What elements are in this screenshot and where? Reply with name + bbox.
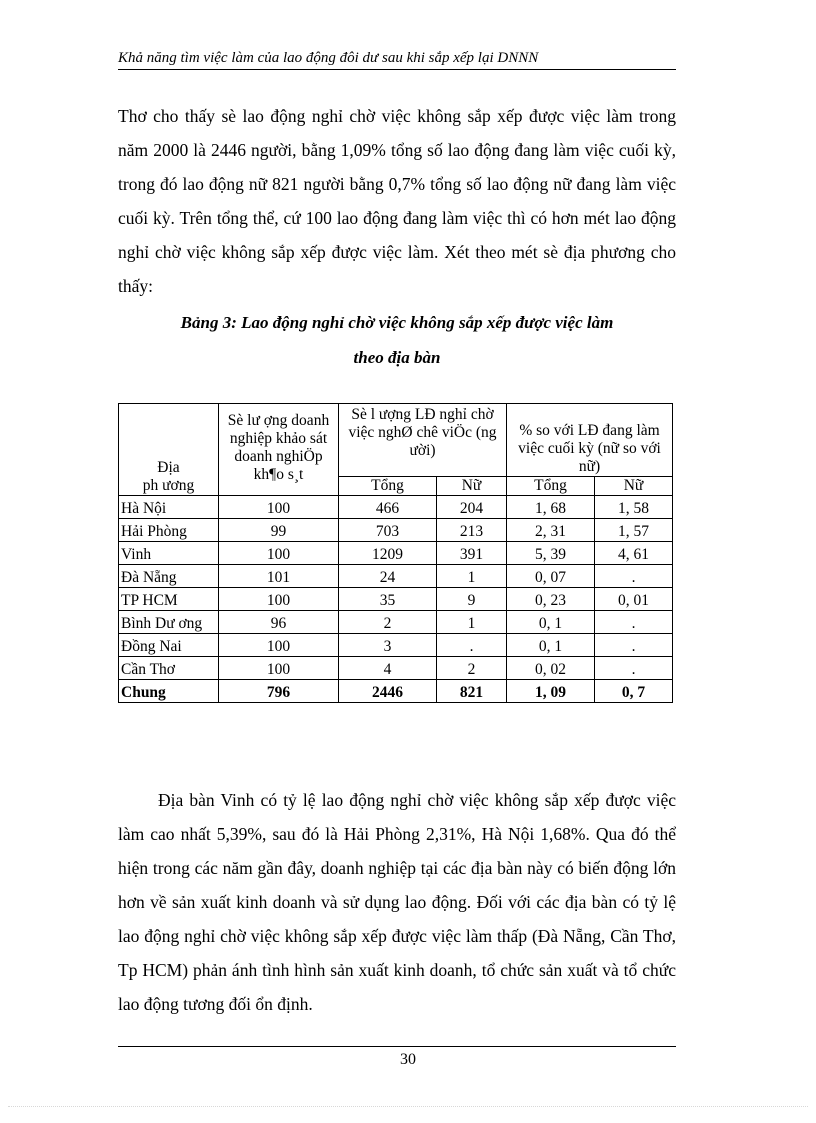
cell-tong: 1209 (339, 542, 437, 565)
region-name: Đồng Nai (119, 634, 219, 657)
cell-pn: . (595, 657, 673, 680)
cell-dn: 100 (219, 542, 339, 565)
table-caption: Bảng 3: Lao động nghỉ chờ việc không sắp xếp được việc làm (180, 313, 614, 332)
header-pct-total: Tổng (507, 477, 595, 496)
cell-nu: 1 (437, 565, 507, 588)
cell-dn: 99 (219, 519, 339, 542)
cell-dn: 100 (219, 657, 339, 680)
cell-tong: 35 (339, 588, 437, 611)
cell-pt: 0, 1 (507, 611, 595, 634)
cell-nu: 2 (437, 657, 507, 680)
cell-nu: 213 (437, 519, 507, 542)
cell-pn: . (595, 611, 673, 634)
region-name: Hà Nội (119, 496, 219, 519)
table-total-row (119, 680, 673, 703)
table-row (119, 565, 673, 588)
cell-pt: 0, 02 (507, 657, 595, 680)
cell-nu: 9 (437, 588, 507, 611)
page-edge-divider (8, 1106, 808, 1107)
header-region (119, 404, 219, 496)
header-female: Nữ (437, 477, 507, 496)
table-row (119, 519, 673, 542)
footer-rule (118, 1046, 676, 1047)
header-total: Tổng (339, 477, 437, 496)
page-number: 30 (400, 1051, 416, 1068)
header-region-line1: Địa (157, 459, 180, 476)
analysis-paragraph: Địa bàn Vinh có tỷ lệ lao động nghỉ chờ việc không sắp xếp được việc làm cao nhất 5,39%, sau đó là Hải Phòng 2,31%, Hà Nội 1,68%. Qua đó thể hiện trong các năm gần đây, doanh nghiệp tại các địa bàn này có biến động lớn hơn về sản xuất kinh doanh và sử dụng lao động. Đối với các địa bàn có tỷ lệ lao động nghỉ chờ việc không sắp xếp được việc làm thấp (Đà Nẵng, Cần Thơ, Tp HCM) phản ánh tình hình sản xuất kinh doanh, tổ chức sản xuất và tổ chức lao động tương đối ổn định. (118, 790, 676, 1014)
table-header-row (119, 404, 673, 477)
header-region-line2: ph ương (142, 477, 195, 494)
cell-tong: 3 (339, 634, 437, 657)
region-name: Bình Dư ơng (119, 611, 219, 634)
cell-dn: 796 (219, 680, 339, 703)
table-row (119, 588, 673, 611)
region-name: Đà Nẵng (119, 565, 219, 588)
cell-pt: 0, 1 (507, 634, 595, 657)
cell-pn: . (595, 634, 673, 657)
region-name: Cần Thơ (119, 657, 219, 680)
cell-tong: 703 (339, 519, 437, 542)
header-percent: % so với LĐ đang làm việc cuối kỳ (nữ so với nữ) (507, 404, 673, 477)
cell-tong: 4 (339, 657, 437, 680)
cell-nu: 391 (437, 542, 507, 565)
cell-pn: 0, 7 (595, 680, 673, 703)
cell-dn: 96 (219, 611, 339, 634)
table-row (119, 657, 673, 680)
header-laborers: Sè l ượng LĐ nghỉ chờ việc nghØ chê viÖc (ng ười) (339, 404, 507, 477)
cell-pn: 4, 61 (595, 542, 673, 565)
table-caption-subtitle: theo địa bàn (353, 348, 441, 367)
region-name: TP HCM (119, 588, 219, 611)
cell-pn: 1, 57 (595, 519, 673, 542)
region-name: Hải Phòng (119, 519, 219, 542)
cell-dn: 100 (219, 496, 339, 519)
table-row (119, 542, 673, 565)
cell-pn: 1, 58 (595, 496, 673, 519)
cell-tong: 2446 (339, 680, 437, 703)
cell-pn: . (595, 565, 673, 588)
region-name: Chung (119, 680, 219, 703)
intro-paragraph: Thơ cho thấy sè lao động nghỉ chờ việc không sắp xếp được việc làm trong năm 2000 là 2446 người, bằng 1,09% tổng số lao động đang làm việc cuối kỳ, trong đó lao động nữ 821 người bằng 0,7% tổng số lao động nữ đang làm việc cuối kỳ. Trên tổng thể, cứ 100 lao động đang làm việc thì có hơn mét lao động nghỉ chờ việc không sắp xếp được việc làm. Xét theo mét sè địa phương cho thấy: (118, 106, 676, 296)
cell-nu: . (437, 634, 507, 657)
cell-pt: 0, 23 (507, 588, 595, 611)
labor-table (118, 403, 673, 703)
cell-tong: 24 (339, 565, 437, 588)
cell-tong: 2 (339, 611, 437, 634)
cell-tong: 466 (339, 496, 437, 519)
cell-nu: 1 (437, 611, 507, 634)
cell-nu: 204 (437, 496, 507, 519)
running-header: Khả năng tìm việc làm của lao động đôi dư sau khi sắp xếp lại DNNN (118, 50, 676, 70)
cell-pt: 2, 31 (507, 519, 595, 542)
table-row (119, 611, 673, 634)
cell-dn: 100 (219, 588, 339, 611)
table-row (119, 496, 673, 519)
cell-dn: 100 (219, 634, 339, 657)
table-row (119, 634, 673, 657)
cell-pt: 5, 39 (507, 542, 595, 565)
cell-nu: 821 (437, 680, 507, 703)
cell-pt: 1, 09 (507, 680, 595, 703)
cell-pt: 1, 68 (507, 496, 595, 519)
header-pct-female: Nữ (595, 477, 673, 496)
cell-pn: 0, 01 (595, 588, 673, 611)
cell-pt: 0, 07 (507, 565, 595, 588)
region-name: Vinh (119, 542, 219, 565)
cell-dn: 101 (219, 565, 339, 588)
header-enterprises: Sè lư ợng doanh nghiệp khảo sát doanh nghiÖp kh¶o s¸t (219, 404, 339, 496)
